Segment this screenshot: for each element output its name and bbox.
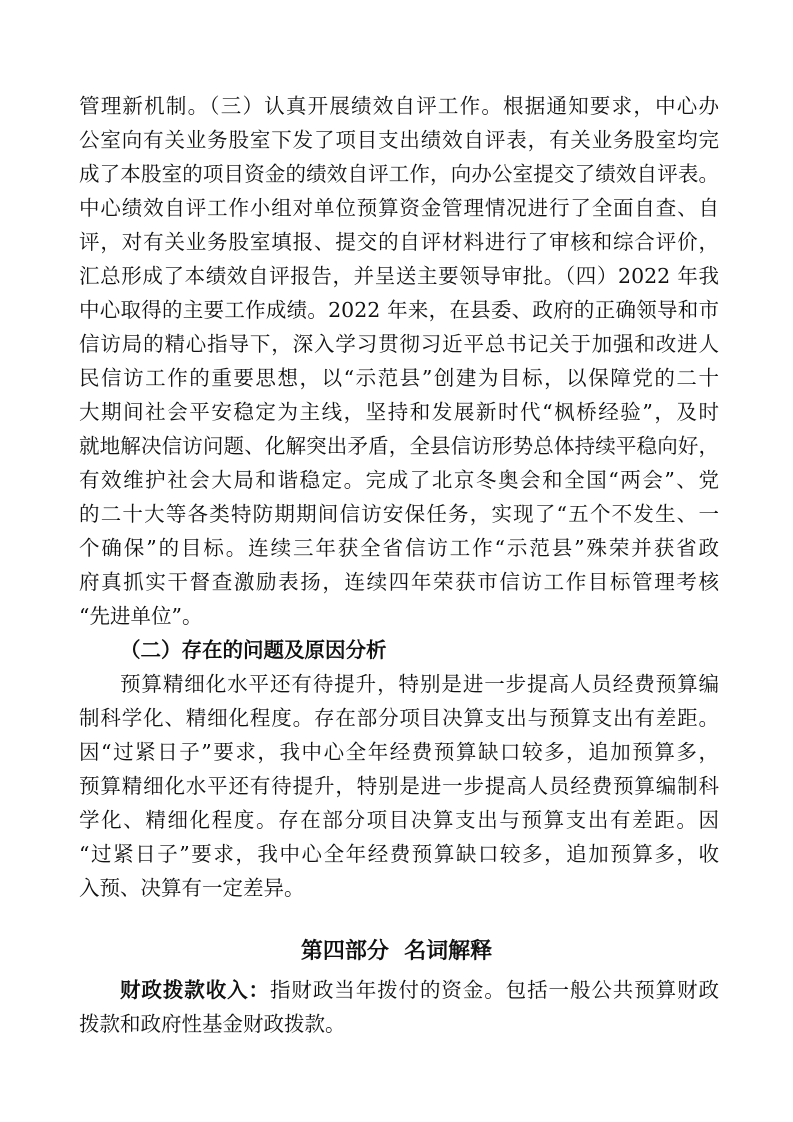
section-heading: （二）存在的问题及原因分析 xyxy=(120,638,387,662)
paragraph-line: 有效维护社会大局和谐稳定。完成了北京冬奥会和全国“两会”、党 xyxy=(79,468,719,492)
term-definition: 指财政当年拨付的资金。包括一般公共预算财政 xyxy=(269,978,720,1002)
paragraph-line: 个确保”的目标。连续三年获全省信访工作“示范县”殊荣并获省政 xyxy=(79,536,719,560)
definition-line: 拨款和政府性基金财政拨款。 xyxy=(79,1012,346,1036)
paragraph-line: 因“过紧日子”要求，我中心全年经费预算缺口较多，追加预算多， xyxy=(79,740,719,764)
paragraph-line: 的二十大等各类特防期期间信访安保任务，实现了“五个不发生、一 xyxy=(79,502,719,526)
paragraph-line: 管理新机制。（三）认真开展绩效自评工作。根据通知要求，中心办 xyxy=(79,94,719,118)
paragraph-line: 入预、决算有一定差异。 xyxy=(79,876,305,900)
paragraph-line: 学化、精细化程度。存在部分项目决算支出与预算支出有差距。因 xyxy=(79,808,719,832)
definition-line xyxy=(120,976,719,1004)
paragraph-line: 信访局的精心指导下，深入学习贯彻习近平总书记关于加强和改进人 xyxy=(79,332,719,356)
paragraph-line: “先进单位”。 xyxy=(79,604,203,628)
paragraph-line: 大期间社会平安稳定为主线，坚持和发展新时代“枫桥经验”，及时 xyxy=(79,400,719,424)
paragraph-line: 评，对有关业务股室填报、提交的自评材料进行了审核和综合评价， xyxy=(79,230,719,254)
paragraph-line: 府真抓实干督查激励表扬，连续四年荣获市信访工作目标管理考核 xyxy=(79,570,719,594)
paragraph-line: 公室向有关业务股室下发了项目支出绩效自评表，有关业务股室均完 xyxy=(79,128,719,152)
paragraph-line: “过紧日子”要求，我中心全年经费预算缺口较多，追加预算多，收 xyxy=(79,842,719,866)
paragraph-line: 就地解决信访问题、化解突出矛盾，全县信访形势总体持续平稳向好， xyxy=(79,434,719,458)
term-label: 财政拨款收入： xyxy=(120,978,270,1002)
paragraph-line: 中心取得的主要工作成绩。2022 年来，在县委、政府的正确领导和市 xyxy=(79,298,719,322)
paragraph-line: 汇总形成了本绩效自评报告，并呈送主要领导审批。（四）2022 年我 xyxy=(79,264,719,288)
paragraph-line: 预算精细化水平还有待提升，特别是进一步提高人员经费预算编制科 xyxy=(79,774,719,798)
paragraph-line: 预算精细化水平还有待提升，特别是进一步提高人员经费预算编 xyxy=(120,672,719,696)
paragraph-line: 中心绩效自评工作小组对单位预算资金管理情况进行了全面自查、自 xyxy=(79,196,719,220)
paragraph-line: 成了本股室的项目资金的绩效自评工作，向办公室提交了绩效自评表。 xyxy=(79,162,719,186)
paragraph-line: 民信访工作的重要思想，以“示范县”创建为目标，以保障党的二十 xyxy=(79,366,719,390)
paragraph-line: 制科学化、精细化程度。存在部分项目决算支出与预算支出有差距。 xyxy=(79,706,719,730)
part-title: 第四部分 名词解释 xyxy=(300,938,493,964)
